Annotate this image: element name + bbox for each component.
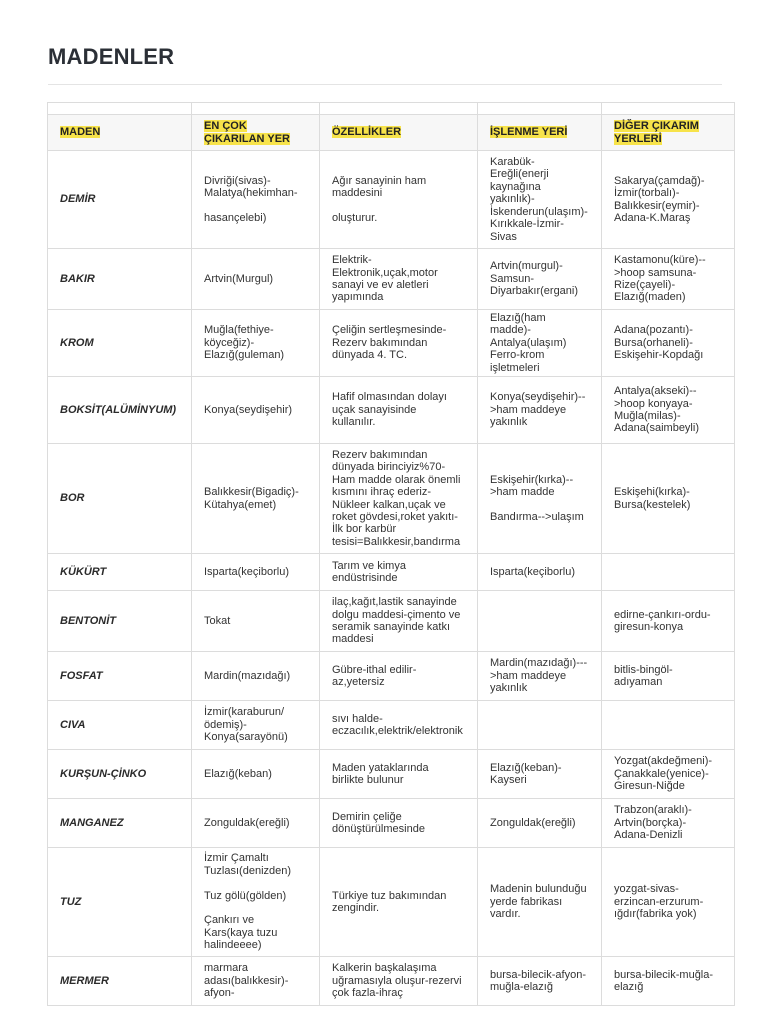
cell-text: bursa-bilecik-afyon- muğla-elazığ xyxy=(490,968,586,993)
properties-cell xyxy=(320,652,478,701)
header-label: MADEN xyxy=(60,126,101,139)
maden-cell xyxy=(48,957,192,1006)
processing-location-cell xyxy=(478,848,602,957)
other-locations-cell xyxy=(602,591,735,652)
cell-text: Karabük- Ereğli(enerji kaynağına yakınlık)- İskenderun(ulaşım)- Kırıkkale-İzmir- Sivas xyxy=(490,156,588,243)
other-locations-cell xyxy=(602,151,735,249)
properties-cell xyxy=(320,799,478,848)
cell-text: bursa-bilecik-muğla- elazığ xyxy=(614,968,714,993)
cell-text: MANGANEZ xyxy=(60,816,124,829)
cell-text: Muğla(fethiye- köyceğiz)- Elazığ(guleman) xyxy=(204,324,285,362)
table-row xyxy=(48,957,735,1006)
processing-location-cell xyxy=(478,799,602,848)
processing-location-cell xyxy=(478,249,602,310)
cell-text: CIVA xyxy=(60,718,86,731)
properties-cell xyxy=(320,957,478,1006)
table-row xyxy=(48,591,735,652)
main-location-cell xyxy=(192,377,320,444)
other-locations-cell xyxy=(602,444,735,554)
maden-cell xyxy=(48,750,192,799)
table-row xyxy=(48,249,735,310)
page-title: MADENLER xyxy=(48,44,175,69)
cell-text: Eskişehir(kırka)-- >ham madde Bandırma-->ulaşım xyxy=(490,473,584,523)
cell-text: Elazığ(keban)- Kayseri xyxy=(490,761,562,786)
title-divider xyxy=(48,84,722,85)
other-locations-cell xyxy=(602,848,735,957)
cell-text: Kalkerin başkalaşıma uğramasıyla oluşur-rezervi çok fazla-ihraç xyxy=(332,962,462,1000)
cell-text: Isparta(keçiborlu) xyxy=(490,565,575,578)
cell-text: Konya(seydişehir) xyxy=(204,403,293,416)
processing-location-cell xyxy=(478,554,602,591)
table-row xyxy=(48,554,735,591)
processing-location-cell xyxy=(478,701,602,750)
cell-text: MERMER xyxy=(60,974,109,987)
cell-text: marmara adası(balıkkesir)- afyon- xyxy=(204,962,289,1000)
properties-cell xyxy=(320,310,478,377)
maden-cell xyxy=(48,377,192,444)
other-locations-cell xyxy=(602,377,735,444)
main-location-cell xyxy=(192,701,320,750)
header-label: ÖZELLİKLER xyxy=(332,126,402,139)
cell-text: Antalya(akseki)-- >hoop konyaya- Muğla(milas)- Adana(saimbeyli) xyxy=(614,385,699,435)
maden-cell xyxy=(48,249,192,310)
table-row xyxy=(48,377,735,444)
main-location-cell xyxy=(192,151,320,249)
header-cell-maden xyxy=(48,115,192,151)
maden-cell xyxy=(48,554,192,591)
cell-text: Konya(seydişehir)-- >ham maddeye yakınlık xyxy=(490,391,586,429)
cell-text: edirne-çankırı-ordu- giresun-konya xyxy=(614,608,711,633)
cell-text: Hafif olmasından dolayı uçak sanayisinde kullanılır. xyxy=(332,391,447,429)
cell-text: bitlis-bingöl- adıyaman xyxy=(614,663,673,688)
cell-text: Demirin çeliğe dönüştürülmesinde xyxy=(332,810,425,835)
properties-cell xyxy=(320,377,478,444)
cell-text: Tokat xyxy=(204,614,231,627)
processing-location-cell xyxy=(478,444,602,554)
properties-cell xyxy=(320,249,478,310)
cell-text: Eskişehi(kırka)- Bursa(kestelek) xyxy=(614,486,691,511)
main-location-cell xyxy=(192,444,320,554)
other-locations-cell xyxy=(602,957,735,1006)
cell-text: BOKSİT(ALÜMİNYUM) xyxy=(60,403,177,416)
table-row xyxy=(48,848,735,957)
cell-text: Zonguldak(ereğli) xyxy=(490,816,576,829)
cell-text: Kastamonu(küre)-- >hoop samsuna- Rize(çayeli)- Elazığ(maden) xyxy=(614,254,706,304)
header-label: EN ÇOK ÇIKARILAN YER xyxy=(204,120,290,145)
cell-text: KROM xyxy=(60,336,94,349)
cell-text: DEMİR xyxy=(60,193,96,206)
header-label: DİĞER ÇIKARIM YERLERİ xyxy=(614,120,699,145)
table-row xyxy=(48,750,735,799)
processing-location-cell xyxy=(478,310,602,377)
cell-text: İzmir Çamaltı Tuzlası(denizden) Tuz gölü(gölden) Çankırı ve Kars(kaya tuzu halindeeee) xyxy=(204,852,292,952)
other-locations-cell xyxy=(602,750,735,799)
cell-text: Rezerv bakımından dünyada birinciyiz%70- Ham madde olarak önemli kısmını ihraç ederiz- Nükleer kalkan,uçak ve roket gövdesi,roket yakıtı- İlk bor karbür tesisi=Balıkkesir,bandırma xyxy=(332,448,461,548)
cell-text: BAKIR xyxy=(60,272,95,285)
cell-text: Maden yataklarında birlikte bulunur xyxy=(332,761,429,786)
cell-text: Çeliğin sertleşmesinde- Rezerv bakımından dünyada 4. TC. xyxy=(332,324,447,362)
maden-cell xyxy=(48,652,192,701)
properties-cell xyxy=(320,151,478,249)
main-location-cell xyxy=(192,799,320,848)
processing-location-cell xyxy=(478,377,602,444)
properties-cell xyxy=(320,701,478,750)
cell-text: Artvin(Murgul) xyxy=(204,272,274,285)
cell-text: Elazığ(keban) xyxy=(204,767,272,780)
cell-text: Ağır sanayinin ham maddesini oluşturur. xyxy=(332,174,427,224)
processing-location-cell xyxy=(478,652,602,701)
minerals-table xyxy=(47,102,735,1006)
cell-text: Zonguldak(ereğli) xyxy=(204,816,290,829)
cell-text: TUZ xyxy=(60,895,82,908)
cell-text: Balıkkesir(Bigadiç)- Kütahya(emet) xyxy=(204,486,299,511)
maden-cell xyxy=(48,799,192,848)
main-location-cell xyxy=(192,591,320,652)
header-cell-ozellikler xyxy=(320,115,478,151)
properties-cell xyxy=(320,591,478,652)
cell-text: KÜKÜRT xyxy=(60,565,107,578)
cell-text: Elektrik- Elektronik,uçak,motor sanayi ve ev aletleri yapımında xyxy=(332,254,438,304)
properties-cell xyxy=(320,848,478,957)
table-row xyxy=(48,151,735,249)
cell-text: Elazığ(ham madde)- Antalya(ulaşım) Ferro-krom işletmeleri xyxy=(490,311,567,374)
maden-cell xyxy=(48,310,192,377)
table-container xyxy=(47,102,734,1000)
main-location-cell xyxy=(192,249,320,310)
table-row xyxy=(48,799,735,848)
maden-cell xyxy=(48,591,192,652)
other-locations-cell xyxy=(602,310,735,377)
other-locations-cell xyxy=(602,799,735,848)
processing-location-cell xyxy=(478,591,602,652)
processing-location-cell xyxy=(478,151,602,249)
cell-text: Sakarya(çamdağ)- İzmir(torbalı)- Balıkkesir(eymir)- Adana-K.Maraş xyxy=(614,174,705,224)
table-row xyxy=(48,310,735,377)
cell-text: Trabzon(araklı)- Artvin(borçka)- Adana-Denizli xyxy=(614,804,692,842)
cell-text: Artvin(murgul)- Samsun- Diyarbakır(ergani) xyxy=(490,260,579,298)
cell-text: Mardin(mazıdağı) xyxy=(204,669,291,682)
maden-cell xyxy=(48,151,192,249)
cell-text: Türkiye tuz bakımından zengindir. xyxy=(332,889,447,914)
empty-top-row xyxy=(48,103,735,115)
processing-location-cell xyxy=(478,750,602,799)
other-locations-cell xyxy=(602,652,735,701)
main-location-cell xyxy=(192,848,320,957)
maden-cell xyxy=(48,848,192,957)
table-row xyxy=(48,701,735,750)
properties-cell xyxy=(320,444,478,554)
maden-cell xyxy=(48,444,192,554)
header-cell-diger-cikarim-yerleri xyxy=(602,115,735,151)
cell-text: sıvı halde- eczacılık,elektrik/elektronik xyxy=(332,712,463,737)
properties-cell xyxy=(320,554,478,591)
processing-location-cell xyxy=(478,957,602,1006)
properties-cell xyxy=(320,750,478,799)
cell-text: KURŞUN-ÇİNKO xyxy=(60,767,147,780)
cell-text: Gübre-ithal edilir- az,yetersiz xyxy=(332,663,417,688)
table-row xyxy=(48,444,735,554)
main-location-cell xyxy=(192,957,320,1006)
cell-text: Divriği(sivas)- Malatya(hekimhan- hasançelebi) xyxy=(204,174,298,224)
header-label: İŞLENME YERİ xyxy=(490,126,568,139)
cell-text: Mardin(mazıdağı)--- >ham maddeye yakınlık xyxy=(490,657,588,695)
cell-text: Madenin bulunduğu yerde fabrikası vardır. xyxy=(490,883,587,921)
cell-text: Isparta(keçiborlu) xyxy=(204,565,289,578)
other-locations-cell xyxy=(602,554,735,591)
main-location-cell xyxy=(192,310,320,377)
maden-cell xyxy=(48,701,192,750)
cell-text: İzmir(karaburun/ ödemiş)- Konya(sarayönü) xyxy=(204,706,288,744)
cell-text: BENTONİT xyxy=(60,614,117,627)
cell-text: ilaç,kağıt,lastik sanayinde dolgu maddesi-çimento ve seramik sanayinde katkı maddesi xyxy=(332,596,461,646)
header-cell-en-cok-cikarilan-yer xyxy=(192,115,320,151)
header-cell-islenme-yeri xyxy=(478,115,602,151)
cell-text: Adana(pozantı)- Bursa(orhaneli)- Eskişehir-Kopdağı xyxy=(614,324,704,362)
table-header-row xyxy=(48,115,735,151)
other-locations-cell xyxy=(602,701,735,750)
cell-text: BOR xyxy=(60,492,85,505)
cell-text: yozgat-sivas- erzincan-erzurum- ığdır(fabrika yok) xyxy=(614,883,704,921)
cell-text: Yozgat(akdeğmeni)- Çanakkale(yenice)- Giresun-Niğde xyxy=(614,755,713,793)
main-location-cell xyxy=(192,750,320,799)
cell-text: Tarım ve kimya endüstrisinde xyxy=(332,559,406,584)
cell-text: FOSFAT xyxy=(60,669,103,682)
table-row xyxy=(48,652,735,701)
other-locations-cell xyxy=(602,249,735,310)
main-location-cell xyxy=(192,652,320,701)
main-location-cell xyxy=(192,554,320,591)
